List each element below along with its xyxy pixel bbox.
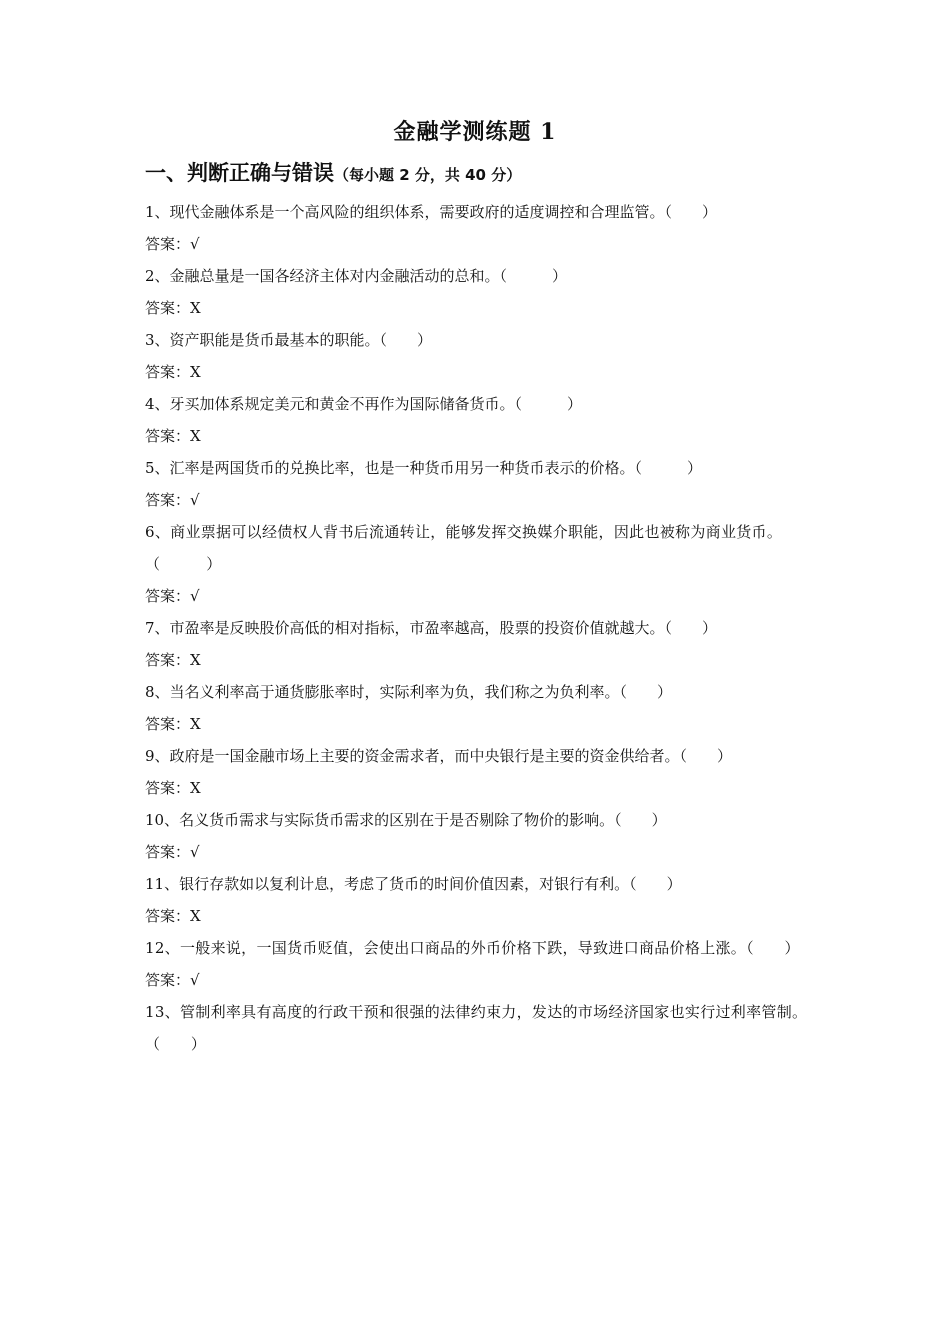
question-text: 12、一般来说，一国货币贬值，会使出口商品的外币价格下跌，导致进口商品价格上涨。（ ） [145,939,800,957]
question-item [145,804,810,868]
answer-text: 答案：√ [145,971,200,989]
question-list [145,196,810,1060]
answer-text: 答案：X [145,427,201,445]
question-text: 4、牙买加体系规定美元和黄金不再作为国际储备货币。（ ） [145,395,583,413]
answer-text: 答案：X [145,363,201,381]
question-item [145,612,810,676]
question-item [145,740,810,804]
question-text: 13、管制利率具有高度的行政干预和很强的法律约束力，发达的市场经济国家也实行过利率管制。（ ） [145,1003,808,1053]
section-heading-text: 一、判断正确与错误 [145,161,334,185]
question-item [145,260,810,324]
document-title: 金融学测练题 1 [393,119,557,145]
question-item [145,388,810,452]
question-text: 8、当名义利率高于通货膨胀率时，实际利率为负，我们称之为负利率。（ ） [145,683,673,701]
question-item [145,516,810,612]
question-text: 5、汇率是两国货币的兑换比率，也是一种货币用另一种货币表示的价格。（ ） [145,459,703,477]
section-heading-note: （每小题 2 分，共 40 分） [334,166,522,184]
question-text: 10、名义货币需求与实际货币需求的区别在于是否剔除了物价的影响。（ ） [145,811,667,829]
answer-text: 答案：X [145,651,201,669]
answer-text: 答案：√ [145,587,200,605]
question-item [145,932,810,996]
question-text: 11、银行存款如以复利计息，考虑了货币的时间价值因素，对银行有利。（ ） [145,875,682,893]
question-item [145,196,810,260]
answer-text: 答案：√ [145,491,200,509]
question-text: 9、政府是一国金融市场上主要的资金需求者，而中央银行是主要的资金供给者。（ ） [145,747,733,765]
answer-text: 答案：X [145,715,201,733]
question-item [145,452,810,516]
question-text: 7、市盈率是反映股价高低的相对指标，市盈率越高，股票的投资价值就越大。（ ） [145,619,718,637]
answer-text: 答案：√ [145,843,200,861]
answer-text: 答案：X [145,779,201,797]
answer-text: 答案：X [145,299,201,317]
question-text: 6、商业票据可以经债权人背书后流通转让，能够发挥交换媒介职能，因此也被称为商业货币。（ ） [145,523,783,573]
question-item [145,996,810,1060]
question-item [145,324,810,388]
answer-text: 答案：√ [145,235,200,253]
question-text: 1、现代金融体系是一个高风险的组织体系，需要政府的适度调控和合理监管。（ ） [145,203,718,221]
section-heading [145,157,521,187]
question-text: 3、资产职能是货币最基本的职能。（ ） [145,331,433,349]
question-text: 2、金融总量是一国各经济主体对内金融活动的总和。（ ） [145,267,568,285]
answer-text: 答案：X [145,907,201,925]
question-item [145,676,810,740]
question-item [145,868,810,932]
